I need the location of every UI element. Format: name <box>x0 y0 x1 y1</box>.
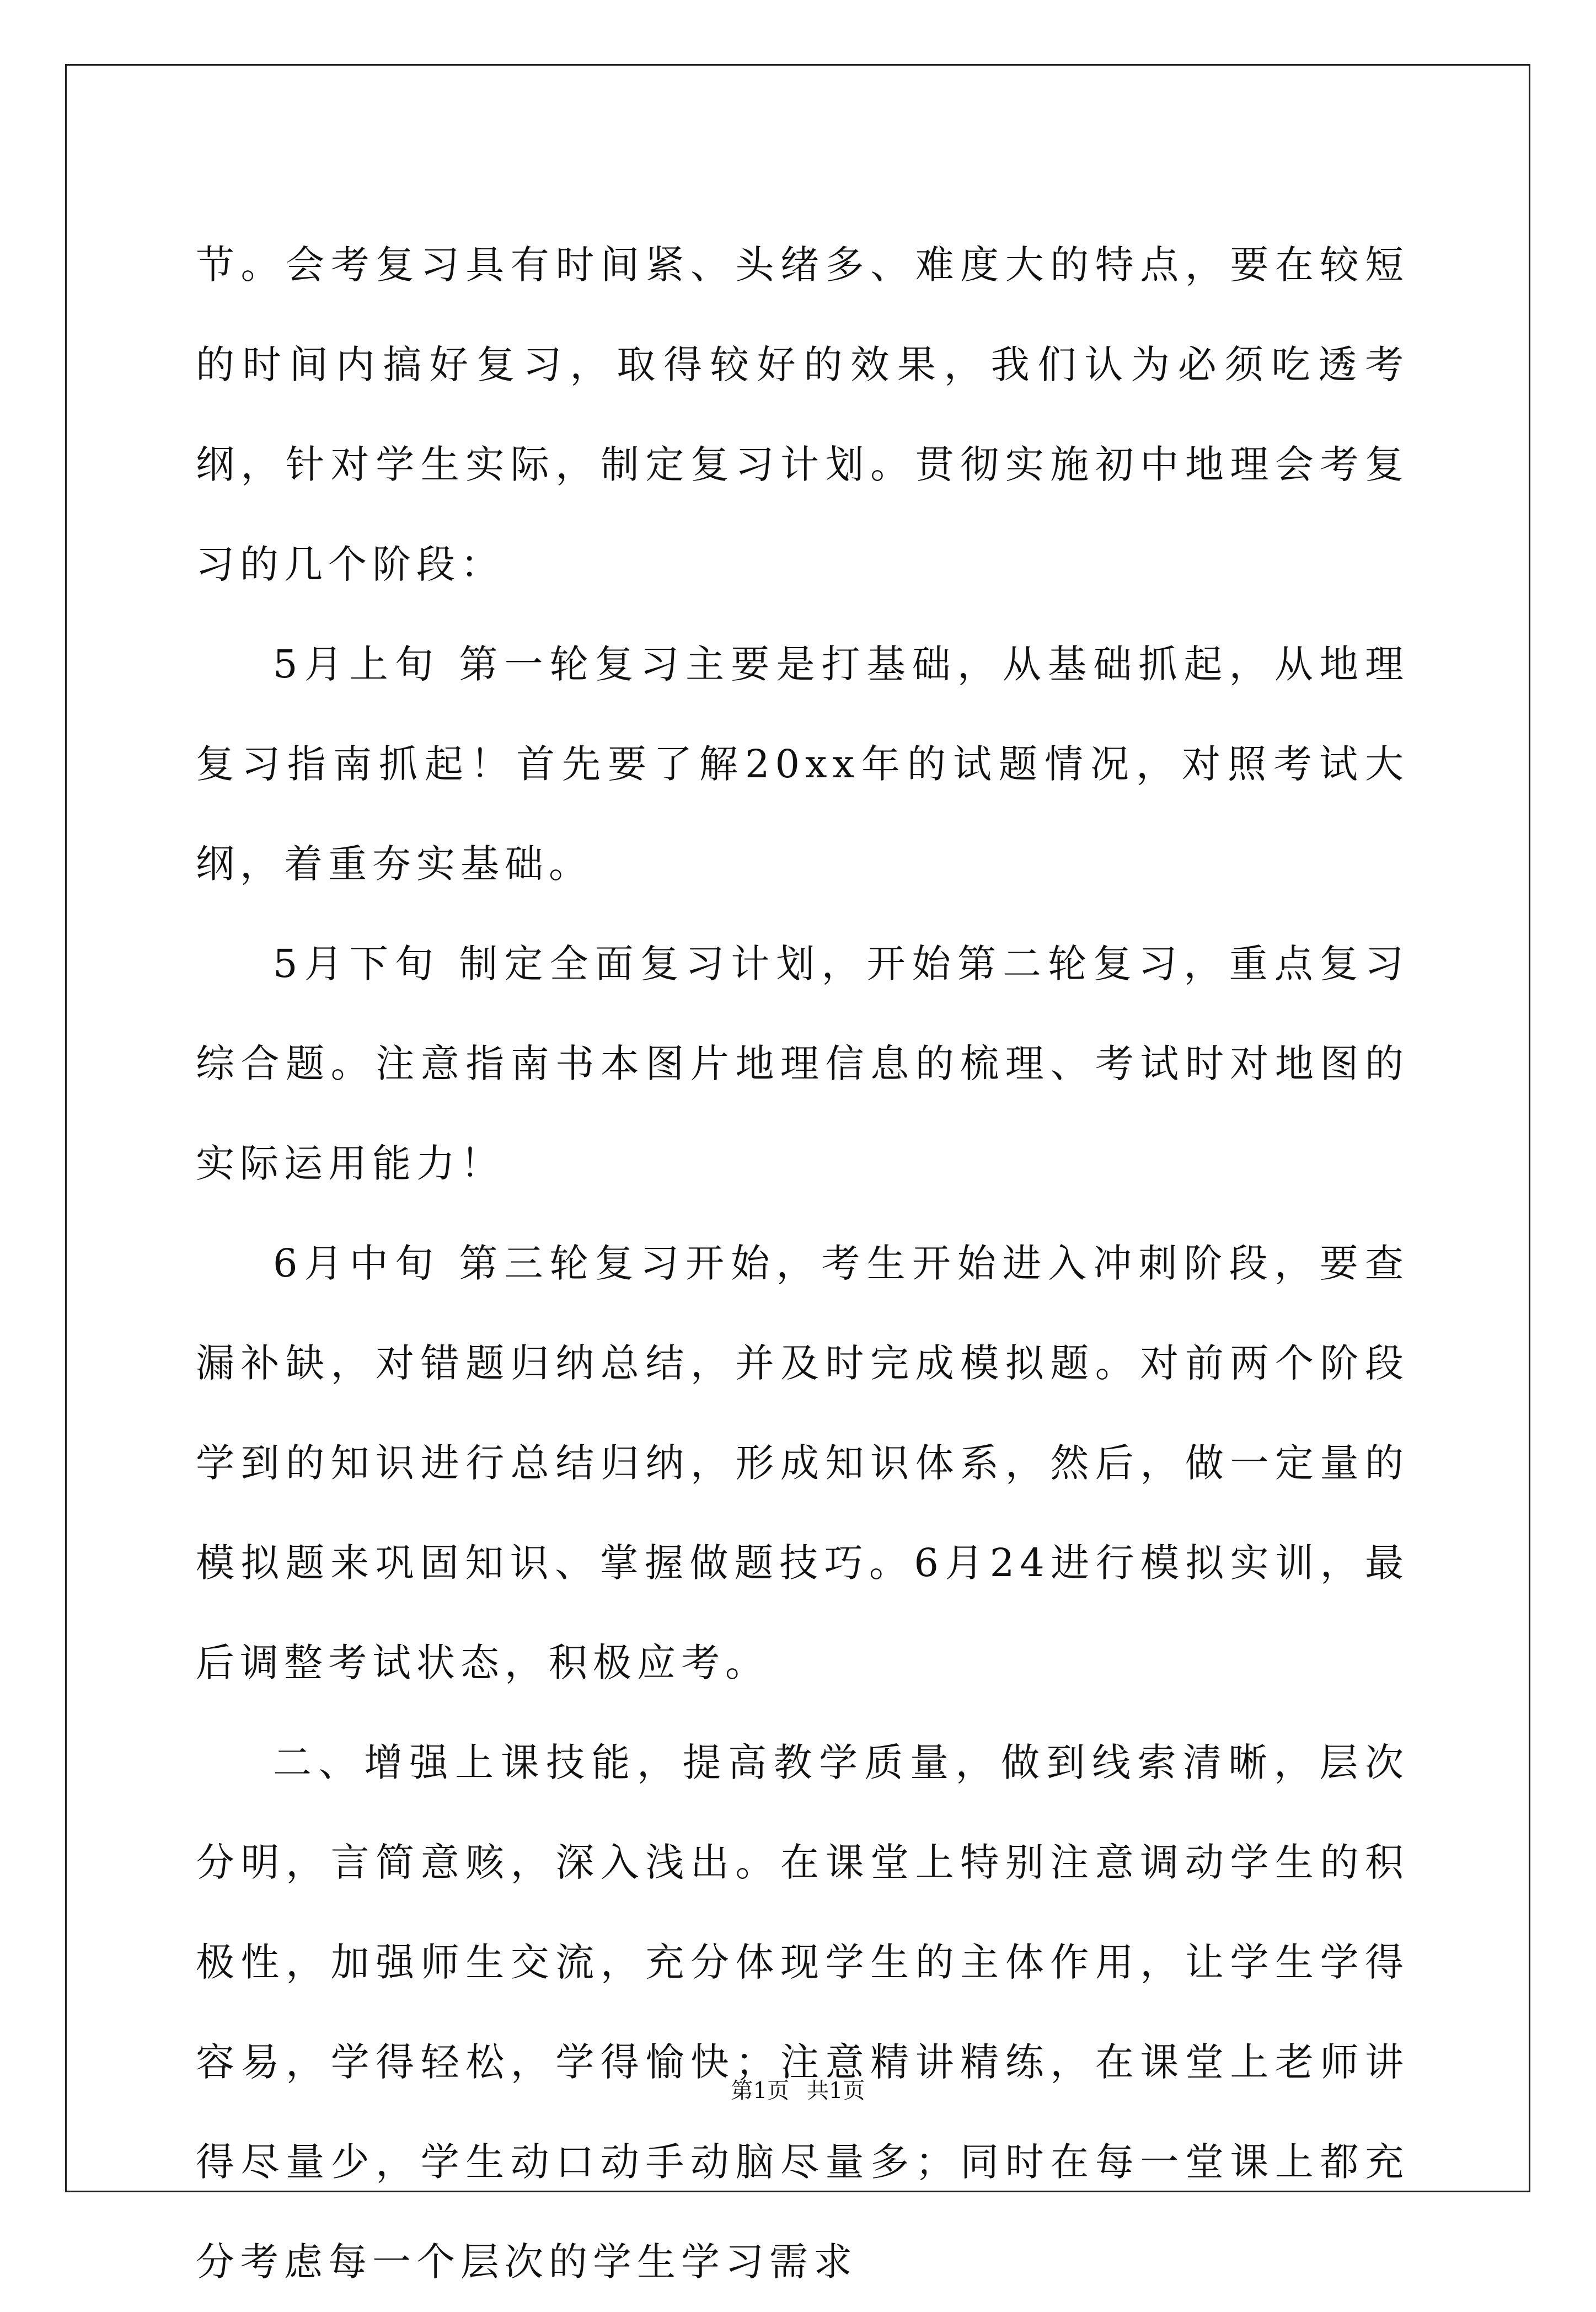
paragraph-early-may: 5月上旬 第一轮复习主要是打基础，从基础抓起，从地理复习指南抓起！首先要了解20xx年的试题情况，对照考试大纲，着重夯实基础。 <box>196 642 1409 887</box>
paragraph-teaching-skills: 二、增强上课技能，提高教学质量，做到线索清晰，层次分明，言简意赅，深入浅出。在课堂上特别注意调动学生的积极性，加强师生交流，充分体现学生的主体作用，让学生学得容易，学得轻松，学得愉快；注意精讲精练，在课堂上老师讲得尽量少，学生动口动手动脑尽量多；同时在每一堂课上都充分考虑每一个层次的学生学习需求 <box>196 1740 1409 2284</box>
page-number-current: 第1页 <box>731 2078 789 2103</box>
document-body <box>196 215 1409 2312</box>
paragraph-mid-june: 6月中旬 第三轮复习开始，考生开始进入冲刺阶段，要查漏补缺，对错题归纳总结，并及时完成模拟题。对前两个阶段学到的知识进行总结归纳，形成知识体系，然后，做一定量的模拟题来巩固知识、掌握做题技巧。6月24进行模拟实训，最后调整考试状态，积极应考。 <box>196 1241 1409 1685</box>
paragraph-intro: 节。会考复习具有时间紧、头绪多、难度大的特点，要在较短的时间内搞好复习，取得较好的效果，我们认为必须吃透考纲，针对学生实际，制定复习计划。贯彻实施初中地理会考复习的几个阶段： <box>196 242 1409 587</box>
page-number-total: 共1页 <box>807 2078 865 2103</box>
page-footer <box>0 2074 1596 2107</box>
paragraph-late-may: 5月下旬 制定全面复习计划，开始第二轮复习，重点复习综合题。注意指南书本图片地理信息的梳理、考试时对地图的实际运用能力！ <box>196 941 1409 1186</box>
